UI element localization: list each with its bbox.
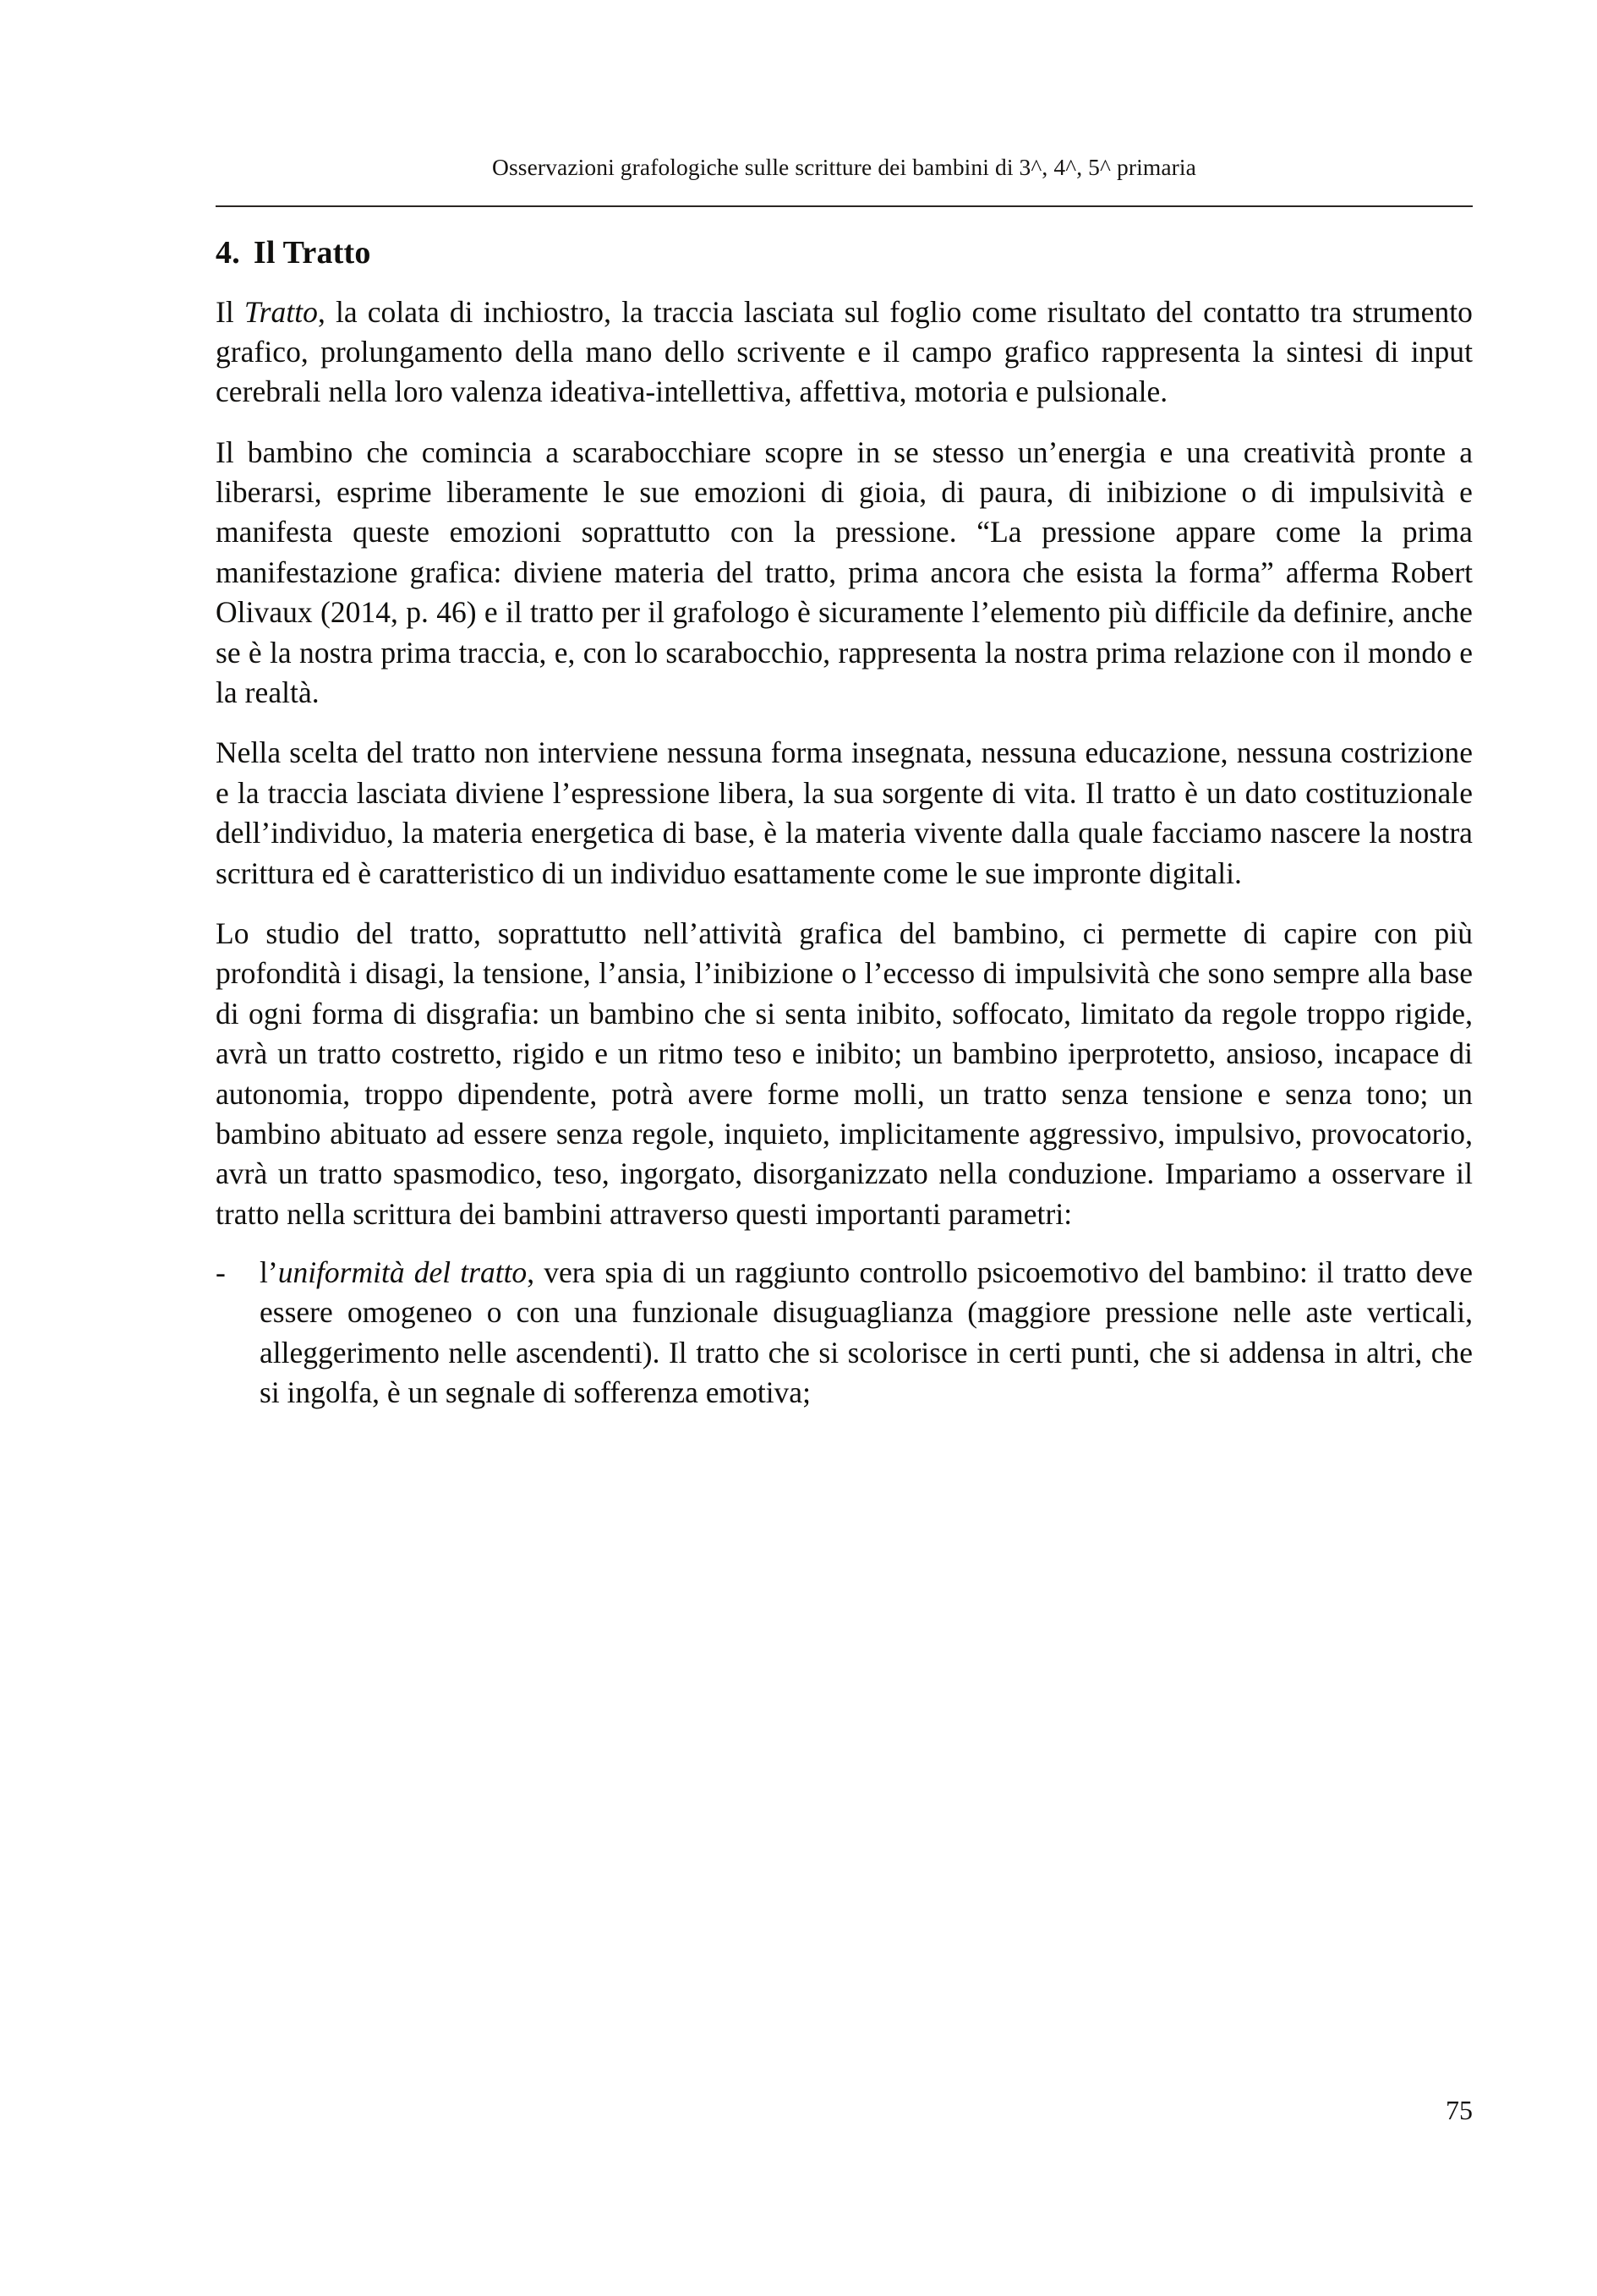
list-item-rest: , vera spia di un raggiunto controllo psicoemotivo del bambino: il tratto deve essere omogeneo o con una funzionale disuguaglianza (maggiore pressione nelle aste verticali, alleggerimento nelle ascendenti). Il tratto che si scolorisce in certi punti, che si addensa in altri, che si ingolfa, è un segnale di sofferenza emotiva; — [260, 1255, 1473, 1410]
paragraph-1-prefix: Il — [216, 294, 244, 329]
running-head: Osservazioni grafologiche sulle scritture dei bambini di 3^, 4^, 5^ primaria — [492, 154, 1196, 180]
list-item-lead: l’ — [260, 1255, 278, 1290]
section-heading — [216, 233, 1473, 274]
page-content — [216, 233, 1473, 1413]
list-item-text — [260, 1253, 1473, 1413]
paragraph-4: Lo studio del tratto, soprattutto nell’attività grafica del bambino, ci permette di capire con più profondità i disagi, la tensione, l’ansia, l’inibizione o l’eccesso di impulsività che sono sempre alla base di ogni forma di disgrafia: un bambino che si senta inibito, soffocato, limitato da regole troppo rigide, avrà un tratto costretto, rigido e un ritmo teso e inibito; un bambino iperprotetto, ansioso, incapace di autonomia, troppo dipendente, potrà avere forme molli, un tratto senza tensione e senza tono; un bambino abituato ad essere senza regole, inquieto, implicitamente aggressivo, impulsivo, provocatorio, avrà un tratto spasmodico, teso, ingorgato, disorganizzato nella conduzione. Impariamo a osservare il tratto nella scrittura dei bambini attraverso questi importanti parametri: — [216, 916, 1473, 1231]
header-divider — [216, 205, 1473, 207]
list-item-marker: - — [216, 1255, 226, 1290]
paragraph-2: Il bambino che comincia a scarabocchiare scopre in se stesso un’energia e una creatività pronte a liberarsi, esprime liberamente le sue emozioni di gioia, di paura, di inibizione o di impulsività e manifesta queste emozioni soprattutto con la pressione. “La pressione appare come la prima manifestazione grafica: diviene materia del tratto, prima ancora che esista la forma” afferma Robert Olivaux (2014, p. 46) e il tratto per il grafologo è sicuramente l’elemento più difficile da definire, anche se è la nostra prima traccia, e, con lo scarabocchio, rappresenta la nostra prima relazione con il mondo e la realtà. — [216, 435, 1473, 710]
page-number: 75 — [1446, 2095, 1473, 2125]
paragraph-1-italic-term: Tratto — [243, 294, 318, 329]
section-number: 4. — [216, 235, 240, 271]
paragraph-1-rest: , la colata di inchiostro, la traccia lasciata sul foglio come risultato del contatto tra strumento grafico, prolungamento della mano dello scrivente e il campo grafico rappresenta la sintesi di input cerebrali nella loro valenza ideativa-intellettiva, affettiva, motoria e pulsionale. — [216, 294, 1473, 409]
list-item — [216, 1253, 1473, 1413]
paragraph-1 — [216, 292, 1473, 413]
paragraph-3: Nella scelta del tratto non interviene nessuna forma insegnata, nessuna educazione, nessuna costrizione e la traccia lasciata diviene l’espressione libera, la sua sorgente di vita. Il tratto è un dato costituzionale dell’individuo, la materia energetica di base, è la materia vivente dalla quale facciamo nascere la nostra scrittura ed è caratteristico di un individuo esattamente come le sue impronte digitali. — [216, 735, 1473, 890]
list-item-italic-term: uniformità del tratto — [277, 1255, 528, 1290]
section-title-text: Il Tratto — [253, 235, 371, 271]
